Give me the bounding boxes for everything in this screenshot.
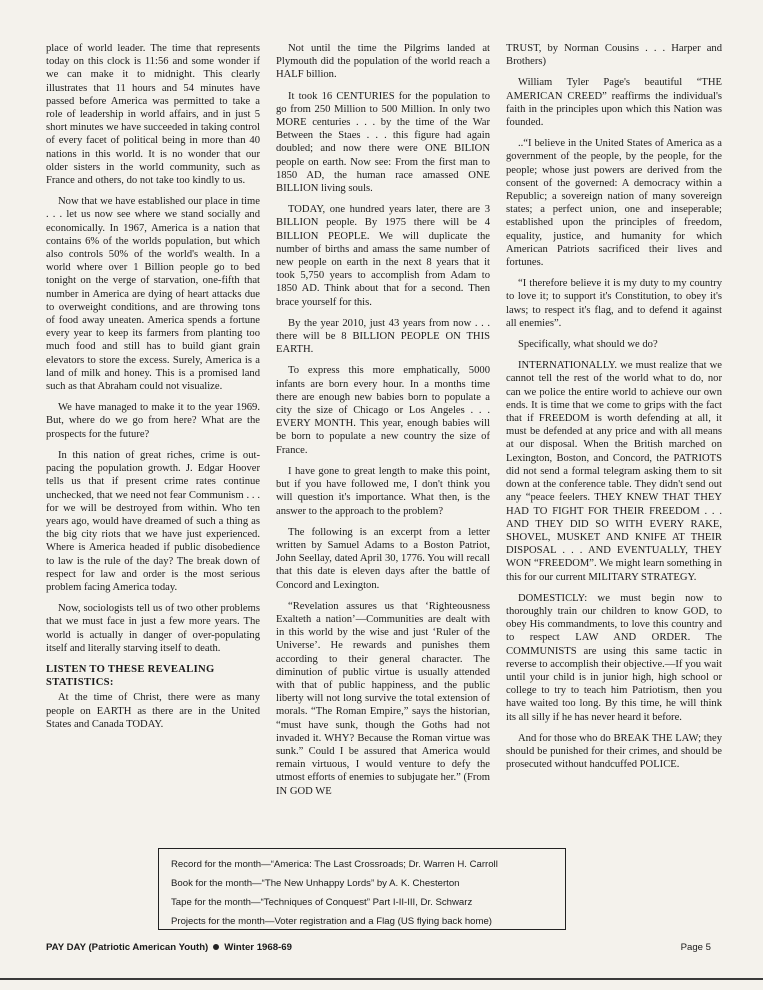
publication-name: PAY DAY (Patriotic American Youth) <box>46 942 209 953</box>
paragraph: TRUST, by Norman Cousins . . . Harper and Brothers) <box>506 43 722 68</box>
issue-date: Winter 1968-69 <box>224 942 292 953</box>
section-heading: LISTEN TO THESE REVEALING STATISTICS: <box>46 663 215 689</box>
paragraph: In this nation of great riches, crime is out-pacing the population growth. J. Edgar Hoover tells us that if present crime rates continue unchecked, that we need not fear Communism . . . for we will be destroyed from within. Who ten years ago, would have dreamed of such a thing as the big city riots that we have just experienced. Where is America headed if public disobedience to law is the rule of the day? The break down of respect for law and order is the most serious problem facing America today. <box>46 449 260 593</box>
article-body <box>46 42 722 842</box>
paragraph: Now that we have established our place in time . . . let us now see where we stand socially and economically. In 1967, America is a nation that contains 6% of the worlds population, but which also controls 50% of the world's wealth. In a world where over 1 Billion people go to bed tonight on the verge of starvation, one-fifth that number in America are dying of heart attacks due to overweight conditions, and are throwing tons of food away uneaten. America spends a fortune every year to keep its farmers from planting too much food and still has to build giant grain elevators to store the excess. Surely, America is a land of milk and honey. This is a promised land such as that Abraham could not visualize. <box>46 196 260 393</box>
tape-of-month: Tape for the month—“Techniques of Conquest” Part I-II-III, Dr. Schwarz <box>171 897 473 908</box>
quotation: “Revelation assures us that ‘Righteousness Exalteth a nation’—Communities are dealt with in this world by the wise and just ‘Ruler of the Universe’. He rewards and punishes them according to their general character. The diminution of public virtue is usually attended with that of public happiness, and the public liberty will not long survive the total extension of morals. “The Roman Empire,” says the historian, “must have sunk, though the Goths had not invaded it. WHY? Because the Roman virtue was sunk.” Could I be assured that America would remain virtuous, I would venture to defy the utmost efforts of enemies to subjugate her.” (From IN GOD WE <box>276 600 490 797</box>
paragraph: By the year 2010, just 43 years from now . . . there will be 8 BILLION PEOPLE ON THIS EARTH. <box>276 317 490 356</box>
column-1 <box>46 42 260 842</box>
paragraph: William Tyler Page's beautiful “THE AMERICAN CREED” reaffirms the individual's faith in the principles upon which this Nation was founded. <box>506 77 722 129</box>
paragraph: Now, sociologists tell us of two other problems that we must face in just a few more years. The world is actually in danger of over-populating itself and literally starving itself to death. <box>46 603 260 654</box>
page-number: Page 5 <box>680 942 711 953</box>
paragraph: It took 16 CENTURIES for the population to go from 250 Million to 500 Million. In only two MORE centuries . . . by the time of the War Between the Staes . . . this figure had again doubled; and now there were ONE BILION people on earth. Now see: From the first man to 1850 AD, the human race amassed ONE BILLION living souls. <box>276 90 490 195</box>
paragraph: Specifically, what should we do? <box>518 339 658 351</box>
paragraph: To express this more emphatically, 5000 infants are born every hour. In a months time there are enough new babies born to populate a city the size of Chicago or Los Angeles . . . EVERY MONTH. This year, enough babies will be born to populate a new country the size of France. <box>276 365 490 456</box>
projects-of-month: Projects for the month—Voter registration and a Flag (US flying back home) <box>171 916 493 927</box>
paragraph: We have managed to make it to the year 1969. But, where do we go from here? What are the prospects for the future? <box>46 402 260 440</box>
bullet-icon <box>213 944 219 950</box>
paragraph: Not until the time the Pilgrims landed at Plymouth did the population of the world reach a HALF billion. <box>276 43 490 81</box>
paragraph: place of world leader. The time that represents today on this clock is 11:56 and some wonder if we can make it to midnight. This clearly illustrates that 11 hours and 54 minutes have passed before America was permitted to take a role of leadership in world affairs, and in just 5 short minutes we have succeeded in taking control of every facet of political being in more than 40 nations in this world. It is no wonder that our older sisters in the world community, such as France and others, do not take too kindly to us. <box>46 43 260 187</box>
paragraph: I have gone to great length to make this point, but if you have followed me, I don't think you will question it's importance. What then, is the answer to the approach to the problem? <box>276 465 490 517</box>
paragraph: And for those who do BREAK THE LAW; they should be punished for their crimes, and should be prosecuted without handcuffed POLICE. <box>506 732 722 771</box>
quotation: ..“I believe in the United States of America as a government of the people, by the people, for the people; whose just powers are derived from the consent of the governed: A democracy within a Republic; a sovereign nation of many sovereign states; a perfect union, one and inseperable; established upon the principles of freedom, equality, justice, and humanity for which American Patriots sacrificed their lives and fortunes. <box>506 138 722 269</box>
paragraph: INTERNATIONALLY. we must realize that we cannot tell the rest of the world what to do, nor can we police the entire world to achieve our own ends. It is time that we come to grips with the fact that if FREEDOM is worth defending at all, it must be defended at any price and with all means at our disposal. When the British marched on Lexington, Boston, and Concord, the PATRIOTS did not send a formal telegram asking them to sit down at the conference table. They didn't send out any “peace feelers. THEY KNEW THAT THEY HAD TO FIGHT FOR THEIR FREEDOM . . . AND THEY DID SO WITH EVERY RAKE, SHOVEL, MUSKET AND KNIFE AT THEIR DISPOSAL . . . AND EVENTUALLY, THEY WON “FREEDOM”. We might learn something in this for our current MILITARY STRATEGY. <box>506 360 722 583</box>
column-3 <box>506 42 722 842</box>
quotation: “I therefore believe it is my duty to my country to love it; to support it's Constitution, to obey it's laws; to respect it's flag, and to defend it against all enemies”. <box>506 278 722 329</box>
paragraph: At the time of Christ, there were as many people on EARTH as there are in the United States and Canada TODAY. <box>46 692 260 730</box>
paragraph: The following is an excerpt from a letter written by Samuel Adams to a Boston Patriot, John Seellay, dated April 30, 1776. You will recall that this date is eleven days after the battle of Concord and Lexington. <box>276 526 490 591</box>
book-of-month: Book for the month—“The New Unhappy Lords” by A. K. Chesterton <box>171 878 460 889</box>
column-2 <box>276 42 490 842</box>
page-footer <box>46 942 711 953</box>
paragraph: TODAY, one hundred years later, there are 3 BILLION people. By 1975 there will be 4 BILLION PEOPLE. We will duplicate the number of births and amass the same number of new people on earth in the next 8 years that it took 5,750 years to accomplish from Adam to 1850 AD. Think about that for a second. Then brace yourself for this. <box>276 204 490 308</box>
paragraph: DOMESTICLY: we must begin now to thoroughly train our children to know GOD, to obey His commandments, to love this country and to respect LAW AND ORDER. The COMMUNISTS are using this same tactic in reverse to accomplish their objective.—If you wait until your child is in junior high, high school or college to try to teach him Patriotism, then you have waited too long. By this time, he will think its all silly if he has never heard it before. <box>506 592 722 723</box>
bottom-rule <box>0 978 763 980</box>
record-of-month: Record for the month—“America: The Last Crossroads; Dr. Warren H. Carroll <box>171 859 498 870</box>
monthly-recommendations-box <box>158 848 566 930</box>
